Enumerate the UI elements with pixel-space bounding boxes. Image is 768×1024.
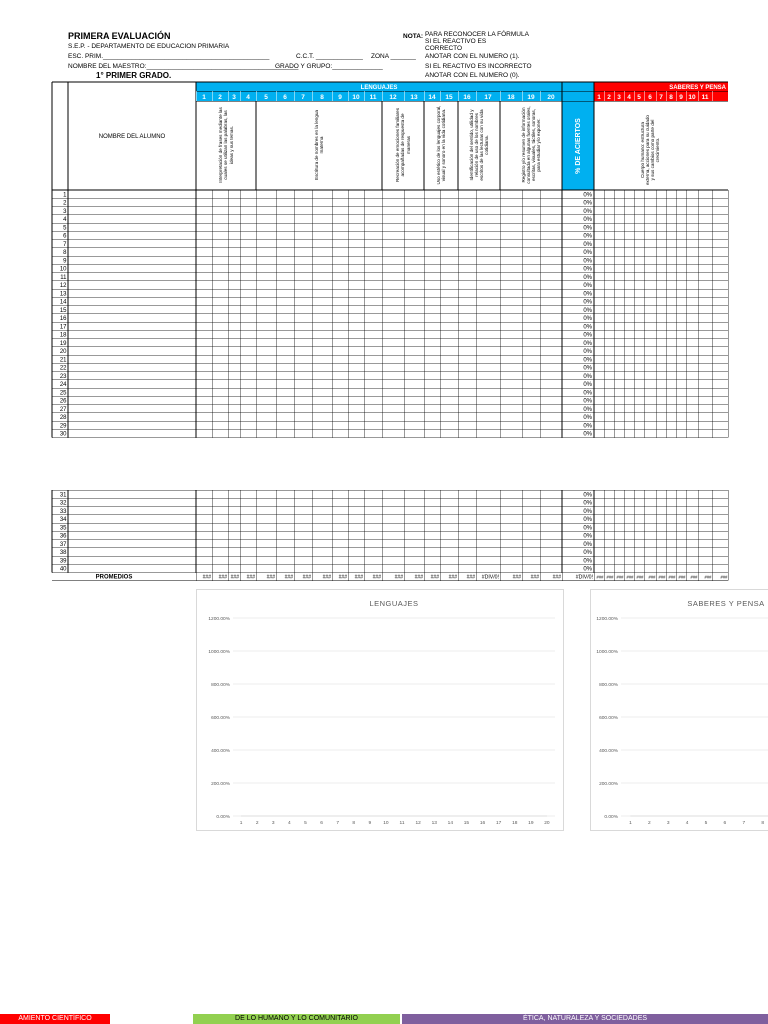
lenguajes-col-number: 7 [301,94,305,101]
lenguajes-chart [196,589,564,831]
pct-value: 0% [583,500,592,507]
promedio-value: ### [338,574,347,581]
saberes-col-number: 4 [627,94,631,101]
nota-line-1: PARA RECONOCER LA FÓRMULA [425,31,529,38]
row-number: 35 [59,525,67,532]
pct-value: 0% [583,533,592,540]
nota-label: NOTA: [403,33,424,40]
y-tick-label: 1200.00% [596,616,618,622]
x-tick-label: 1 [629,821,632,826]
lenguajes-col-number: 6 [283,94,287,101]
footer-cell-cientifico [0,1014,110,1024]
x-tick-label: 7 [742,821,746,826]
saberes-col-number: 3 [617,94,621,101]
saberes-col-number: 6 [648,94,652,101]
pct-value: 0% [583,550,592,557]
lenguajes-description-text: Recreación de emociones familiares acompañadas de respuesta de maneras [395,107,411,183]
pct-value: 0% [583,307,592,314]
row-number: 36 [59,533,67,540]
row-number: 19 [59,340,67,347]
row-number: 16 [59,316,67,323]
saberes-promedio-value: ### [648,574,656,580]
pct-header: % DE ACIERTOS [575,118,582,174]
row-number: 32 [59,500,67,507]
saberes-col-number: 2 [607,94,611,101]
x-tick-label: 6 [320,821,323,826]
x-tick-label: 1 [239,821,243,826]
saberes-description-text: Cuerpo humano: estructura externa, acciones para su cuidado y sus cambios como parte del crecimiento. [639,115,661,185]
lenguajes-col-number: 20 [547,94,555,101]
row-number: 7 [63,241,67,248]
x-tick-label: 10 [383,821,389,826]
saberes-col-number: 9 [679,94,683,101]
sep-line: S.E.P. - DEPARTAMENTO DE EDUCACION PRIMARIA [68,43,230,50]
pct-value: 0% [583,192,592,199]
esc-prim-field[interactable]: ESC. PRIM.______________________________________________ [68,53,270,60]
row-number: 22 [59,365,67,372]
pct-value: 0% [583,415,592,422]
pct-value: 0% [583,233,592,240]
nota-line-3: CORRECTO [425,45,463,52]
maestro-field[interactable]: NOMBRE DEL MAESTRO:__________________________________________ [68,63,299,70]
pct-value: 0% [583,283,592,290]
y-tick-label: 600.00% [211,715,230,721]
row-number: 11 [60,274,67,281]
x-tick-label: 2 [647,821,651,826]
saberes-promedio-value: ### [690,574,698,580]
row-number: 27 [59,406,67,413]
pct-value: 0% [583,382,592,389]
lenguajes-header: LENGUAJES [360,85,398,91]
pct-value: 0% [583,217,592,224]
row-number: 4 [63,217,67,224]
row-number: 9 [63,258,67,265]
lenguajes-col-number: 17 [484,94,492,101]
row-number: 25 [59,390,67,397]
row-number: 5 [63,225,67,232]
pct-value: 0% [583,266,592,273]
x-tick-label: 8 [761,821,765,826]
row-number: 40 [59,566,67,573]
row-number: 29 [59,423,67,430]
lenguajes-col-number: 11 [369,94,377,101]
saberes-chart [590,589,768,831]
lenguajes-description-text: Registro y/o resumen de información consultada en algunas fuentes orales, escritas, visuales, táctiles, sonoras, para estudiar y/o exponer. [520,106,542,184]
row-number: 10 [59,266,67,273]
saberes-col-number: 7 [659,94,663,101]
promedio-value: ### [530,574,539,581]
saberes-promedio-value: ### [720,574,728,580]
pct-value: 0% [583,517,592,524]
x-tick-label: 11 [399,821,405,826]
x-tick-label: 13 [431,821,437,826]
row-number: 8 [63,250,67,257]
y-tick-label: 800.00% [599,682,618,688]
pct-value: 0% [583,258,592,265]
row-number: 30 [59,431,67,438]
lenguajes-description [206,105,246,185]
promedio-value: ### [302,574,311,581]
row-number: 13 [59,291,67,298]
y-tick-label: 1000.00% [596,649,618,655]
y-tick-label: 600.00% [599,715,618,721]
promedio-value: ### [218,574,227,581]
row-number: 28 [59,415,67,422]
y-tick-label: 400.00% [211,748,230,754]
lenguajes-description [459,105,499,185]
lenguajes-col-number: 3 [232,94,236,101]
saberes-promedio-value: ### [704,574,712,580]
x-tick-label: 16 [479,821,486,826]
y-tick-label: 1200.00% [208,616,230,622]
promedio-value: ### [246,574,255,581]
lenguajes-col-number: 5 [264,94,268,101]
x-tick-label: 14 [447,821,454,826]
cct-field[interactable]: C.C.T. _____________ [296,53,363,60]
row-number: 6 [63,233,67,240]
lenguajes-description [421,105,461,185]
pct-value: 0% [583,316,592,323]
chart-title: LENGUAJES [369,599,419,608]
saberes-promedio-value: ### [636,574,644,580]
saberes-col-number: 1 [597,94,601,101]
x-tick-label: 20 [544,821,550,826]
row-number: 15 [59,307,67,314]
promedio-value: ### [230,574,239,581]
promedios-label: PROMEDIOS [95,574,133,581]
x-tick-label: 4 [685,821,689,826]
pct-value: 0% [583,200,592,207]
promedio-value: ### [394,574,403,581]
pct-value: 0% [583,357,592,364]
promedio-value: ### [284,574,293,581]
lenguajes-col-number: 2 [218,94,222,101]
x-tick-label: 5 [304,821,307,826]
x-tick-label: 7 [336,821,339,826]
x-tick-label: 5 [704,821,708,826]
promedio-value: ### [266,574,275,581]
pct-value: 0% [583,406,592,413]
row-number: 12 [59,283,67,290]
saberes-promedio-value: ### [678,574,686,580]
lenguajes-col-number: 9 [338,94,342,101]
promedio-value: ### [372,574,381,581]
nota-line-4: ANOTAR CON EL NUMERO (1). [425,53,520,60]
lenguajes-description-text: Escritura de nombres en la lengua materna [313,110,324,180]
lenguajes-col-number: 19 [527,94,535,101]
lenguajes-description-text: Identificación del sentido, utilidad y relación de uso de los nombres escritos de las lecturas con su vida cotidiana. [468,109,490,181]
x-tick-label: 6 [723,821,727,826]
pct-value: 0% [583,241,592,248]
pct-value: 0% [583,299,592,306]
saberes-promedio-value: ### [606,574,614,580]
promedio-value: ### [552,574,561,581]
pct-value: 0% [583,566,592,573]
promedio-value: ### [414,574,423,581]
row-number: 38 [59,550,67,557]
pct-value: 0% [583,324,592,331]
name-header: NOMBRE DEL ALUMNO [98,134,166,140]
pct-value: 0% [583,365,592,372]
saberes-promedio-value: ### [626,574,634,580]
zona-field[interactable]: ZONA _______ [371,53,416,60]
footer-label-cientifico: AMIENTO CIENTÍFICO [18,1015,92,1022]
x-tick-label: 15 [463,821,470,826]
promedio-value: ### [448,574,457,581]
x-tick-label: 4 [288,821,291,826]
promedio-value: ### [322,574,331,581]
row-number: 3 [63,208,67,215]
row-number: 34 [59,517,67,524]
x-tick-label: 18 [512,821,518,826]
lenguajes-col-number: 18 [507,94,515,101]
nota-line-6: ANOTAR CON EL NUMERO (0). [425,72,520,79]
x-tick-label: 17 [495,821,502,826]
saberes-col-number: 10 [688,94,696,101]
pct-promedio-value: #DIV/0! [575,574,593,581]
saberes-promedio-value: ### [616,574,624,580]
saberes-header: SABERES Y PENSA [669,85,726,91]
promedio-value: ### [354,574,363,581]
lenguajes-col-number: 1 [202,94,206,101]
y-tick-label: 200.00% [211,781,230,787]
y-tick-label: 1000.00% [208,649,230,655]
row-number: 17 [59,324,67,331]
y-tick-label: 400.00% [599,748,618,754]
lenguajes-description [511,105,551,185]
lenguajes-col-number: 12 [389,94,397,101]
x-tick-label: 3 [271,821,275,826]
footer-label-humano: DE LO HUMANO Y LO COMUNITARIO [235,1015,358,1022]
row-number: 2 [63,200,67,207]
lenguajes-description-text: Uso estético de los lenguajes corporal, visual y sonoro en la vida cotidiana. [435,105,446,185]
row-number: 39 [59,558,67,565]
saberes-col-number: 8 [669,94,673,101]
nota-line-2: SI EL REACTIVO ES [425,38,487,45]
promedio-value: ### [202,574,211,581]
x-tick-label: 2 [255,821,259,826]
pct-value: 0% [583,431,592,438]
x-tick-label: 12 [415,821,421,826]
pct-value: 0% [583,492,592,499]
lenguajes-description [299,105,339,185]
pct-value: 0% [583,508,592,515]
row-number: 33 [59,508,67,515]
pct-value: 0% [583,208,592,215]
saberes-promedio-value: ### [668,574,676,580]
saberes-promedio-value: ### [596,574,604,580]
lenguajes-col-number: 16 [463,94,471,101]
pct-value: 0% [583,274,592,281]
footer-cell-humano [193,1014,400,1024]
lenguajes-col-number: 10 [352,94,360,101]
row-number: 26 [59,398,67,405]
grade-label: 1° PRIMER GRADO. [96,71,172,80]
lenguajes-col-number: 15 [445,94,453,101]
row-number: 14 [59,299,67,306]
y-tick-label: 200.00% [599,781,618,787]
lenguajes-description-text: Interpretación de frases mediante las cuales se utilizan las palabras, las ideas y sus temas. [218,107,234,183]
pct-value: 0% [583,349,592,356]
lenguajes-description [383,105,423,185]
lenguajes-chart-plot [197,590,563,830]
lenguajes-col-number: 8 [320,94,324,101]
row-number: 1 [63,192,67,199]
lenguajes-col-number: 4 [246,94,250,101]
y-tick-label: 0.00% [216,814,230,820]
nota-line-5: SI EL REACTIVO ES INCORRECTO [425,63,532,70]
pct-value: 0% [583,423,592,430]
x-tick-label: 19 [528,821,534,826]
promedio-value: #DIV/0! [481,574,499,581]
footer-label-etica: ÉTICA, NATURALEZA Y SOCIEDADES [522,1015,648,1022]
pct-value: 0% [583,340,592,347]
row-number: 24 [59,382,67,389]
row-number: 21 [59,357,67,364]
pct-value: 0% [583,558,592,565]
row-number: 18 [59,332,67,339]
pct-value: 0% [583,250,592,257]
x-tick-label: 3 [666,821,670,826]
row-number: 23 [59,373,67,380]
y-tick-label: 800.00% [211,682,230,688]
lenguajes-col-number: 13 [410,94,418,101]
row-number: 31 [59,492,67,499]
saberes-promedio-value: ### [658,574,666,580]
saberes-col-number: 11 [701,94,709,101]
saberes-chart-plot [591,590,768,830]
pct-value: 0% [583,390,592,397]
chart-title: SABERES Y PENSA [687,599,765,608]
y-tick-label: 0.00% [604,814,618,820]
pct-value: 0% [583,525,592,532]
pct-value: 0% [583,373,592,380]
promedio-value: ### [512,574,521,581]
lenguajes-col-number: 14 [428,94,436,101]
saberes-description [628,115,672,185]
row-number: 20 [59,349,67,356]
promedio-value: ### [430,574,439,581]
x-tick-label: 9 [368,821,372,826]
footer-cell-etica [402,1014,768,1024]
pct-value: 0% [583,541,592,548]
pct-value: 0% [583,398,592,405]
x-tick-label: 8 [352,821,356,826]
row-number: 37 [59,541,67,548]
pct-value: 0% [583,225,592,232]
grado-grupo-field[interactable]: GRADO Y GRUPO:______________ [275,63,383,70]
page-title: PRIMERA EVALUACIÓN [68,31,171,41]
pct-value: 0% [583,332,592,339]
saberes-col-number: 5 [637,94,641,101]
pct-value: 0% [583,291,592,298]
promedio-value: ### [466,574,475,581]
